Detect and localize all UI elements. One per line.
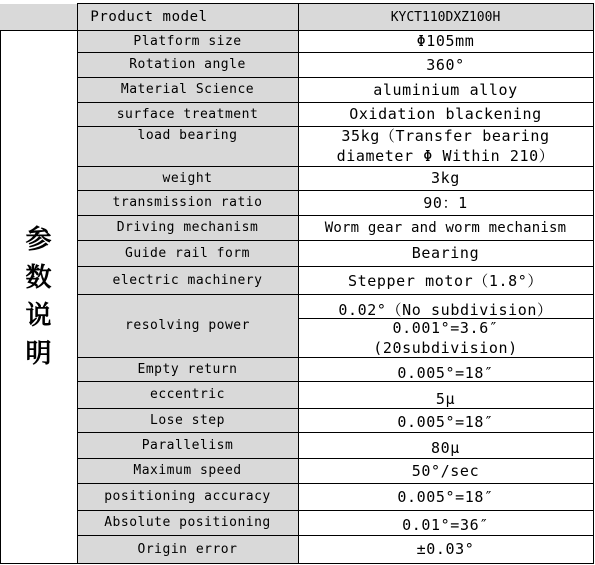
- grid-line: [0, 30, 594, 31]
- row-label-absolute-positioning: Absolute positioning: [77, 510, 298, 535]
- resolving-power-line-2: (20subdivision): [373, 338, 518, 357]
- grid-line: [77, 510, 594, 511]
- row-value-weight: 3kg: [298, 166, 593, 190]
- grid-line: [298, 3, 299, 564]
- row-label-parallelism: Parallelism: [77, 432, 298, 458]
- grid-line: [77, 240, 594, 241]
- grid-line: [77, 215, 594, 216]
- row-value-surface-treatment: Oxidation blackening: [298, 102, 593, 126]
- product-model-value: [298, 4, 593, 30]
- row-value-lose-step: 0.005°=18″: [298, 408, 593, 432]
- row-label-driving-mechanism: Driving mechanism: [77, 215, 298, 240]
- grid-line: [77, 266, 594, 267]
- grid-line: [77, 381, 594, 382]
- row-label-electric-machinery: electric machinery: [77, 266, 298, 294]
- grid-line: [77, 126, 594, 127]
- grid-line: [77, 3, 593, 4]
- load-bearing-line-2: diameter Φ Within 210）: [336, 147, 555, 165]
- grid-line: [77, 190, 594, 191]
- load-bearing-line-1: 35kg（Transfer bearing: [341, 127, 550, 145]
- row-label-origin-error: Origin error: [77, 535, 298, 563]
- row-value-electric-machinery: Stepper motor（1.8°）: [298, 266, 593, 294]
- row-label-rotation-angle: Rotation angle: [77, 52, 298, 77]
- product-model-label-text: Product model: [90, 9, 208, 25]
- product-model-label: [0, 4, 298, 30]
- row-label-platform-size: Platform size: [77, 30, 298, 52]
- row-label-weight: weight: [77, 166, 298, 190]
- row-value-positioning-accuracy: 0.005°=18″: [298, 483, 593, 510]
- product-model-value-text: KYCT110DXZ100H: [390, 9, 501, 25]
- row-label-transmission-ratio: transmission ratio: [77, 190, 298, 215]
- row-label-positioning-accuracy: positioning accuracy: [77, 483, 298, 510]
- grid-line: [77, 535, 594, 536]
- row-value-resolving-power-no-subdivision: 0.02°（No subdivision）: [298, 294, 593, 318]
- row-value-empty-return: 0.005°=18″: [298, 357, 593, 381]
- row-value-eccentric: 5μ: [298, 381, 593, 408]
- row-label-maximum-speed: Maximum speed: [77, 458, 298, 483]
- row-value-load-bearing: [298, 126, 593, 166]
- row-value-driving-mechanism: Worm gear and worm mechanism: [298, 215, 593, 240]
- row-value-origin-error: ±0.03°: [298, 535, 593, 563]
- row-label-resolving-power: resolving power: [77, 294, 298, 357]
- row-value-transmission-ratio: 90：1: [298, 190, 593, 215]
- grid-line: [0, 30, 1, 564]
- row-label-material-science: Material Science: [77, 77, 298, 102]
- row-label-eccentric: eccentric: [77, 381, 298, 408]
- grid-line: [298, 318, 594, 319]
- row-value-platform-size: Φ105mm: [298, 30, 593, 52]
- row-label-lose-step: Lose step: [77, 408, 298, 432]
- resolving-power-line-1: 0.001°=3.6″: [392, 318, 499, 337]
- grid-line: [77, 3, 78, 564]
- row-label-surface-treatment: surface treatment: [77, 102, 298, 126]
- parameter-description-side-label: [0, 30, 77, 563]
- row-value-rotation-angle: 360°: [298, 52, 593, 77]
- row-label-empty-return: Empty return: [77, 357, 298, 381]
- grid-line: [77, 408, 594, 409]
- side-label-text: 参数说明: [25, 224, 52, 369]
- row-value-maximum-speed: 50°/sec: [298, 458, 593, 483]
- grid-line: [0, 563, 594, 564]
- grid-line: [77, 102, 594, 103]
- row-value-absolute-positioning: 0.01°=36″: [298, 510, 593, 535]
- row-value-guide-rail-form: Bearing: [298, 240, 593, 266]
- grid-line: [77, 483, 594, 484]
- grid-line: [77, 52, 594, 53]
- grid-line: [77, 294, 594, 295]
- grid-line: [77, 357, 594, 358]
- row-value-material-science: aluminium alloy: [298, 77, 593, 102]
- grid-line: [77, 166, 594, 167]
- grid-line: [77, 458, 594, 459]
- grid-line: [77, 432, 594, 433]
- grid-line: [77, 77, 594, 78]
- row-value-resolving-power-subdivision: [298, 318, 593, 357]
- row-value-parallelism: 80μ: [298, 432, 593, 458]
- row-label-load-bearing: load bearing: [77, 126, 298, 166]
- grid-line: [593, 3, 594, 564]
- row-label-guide-rail-form: Guide rail form: [77, 240, 298, 266]
